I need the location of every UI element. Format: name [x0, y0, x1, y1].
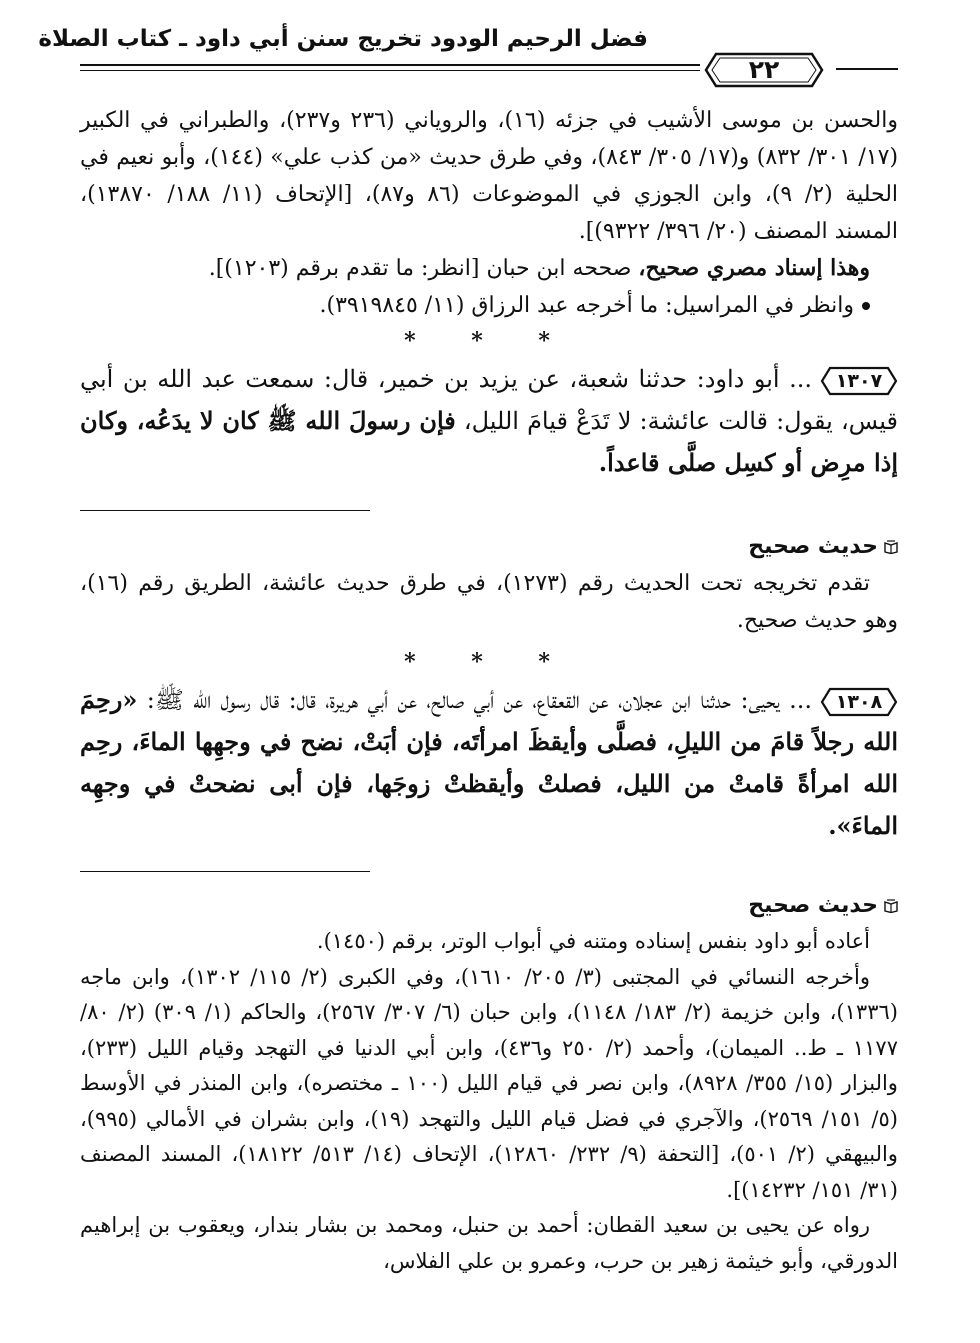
narrators-paragraph: رواه عن يحيى بن سعيد القطان: أحمد بن حنبل، ومحمد بن بشار بندار، ويعقوب بن إبراهيم الدورقي، وأبو خيثمة زهير بن حرب، وعمرو بن علي الفلاس، [80, 1213, 898, 1273]
hadith-matn: «رحِمَ الله رجلاً قامَ من الليلِ، فصلَّى وأيقظَ امرأتَه، فإن أبَتْ، نضح في وجهِها الماءَ، رحِم الله امرأةً قامتْ من الليل، فصلتْ وأيقظتْ زوجَها، فإن أبى نضحتْ في وجهِه الماءَ». [80, 685, 899, 840]
hadith-number: ١٣٠٨ [835, 690, 883, 713]
grade-heading [80, 529, 898, 565]
page-number-badge [702, 50, 826, 90]
takhrij-paragraph: وأخرجه النسائي في المجتبى (٣/ ٢٠٥/ ١٦١٠)، وفي الكبرى (٢/ ١١٥/ ١٣٠٢)، وابن ماجه (١٣٣٦)، وابن خزيمة (٢/ ١٨٣/ ١١٤٨)، وابن حبان (٦/ ٣٠٧/ ٢٥٦٧)، والحاكم (١/ ٣٠٩) (٢/ ٨٠/ ١١٧٧ ـ ط.. الميمان)، وأحمد (٢/ ٢٥٠ و٤٣٦)، وابن أبي الدنيا في التهجد وقيام الليل (٢٣٣)، والبزار (١٥/ ٣٥٥/ ٨٩٢٨)، وابن نصر في قيام الليل (١٠٠ ـ مختصره)، وابن المنذر في الأوسط (٥/ ١٥١/ ٢٥٦٩)، والآجري في فضل قيام الليل والتهجد (١٩)، وابن بشران في الأمالي (٩٩٥)، والبيهقي (٢/ ٥٠١)، [التحفة (٩/ ٢٣٢/ ١٢٨٦٠)، الإتحاف (١٤/ ٥١٣/ ١٨١٢٢)، المسند المصنف (٣١/ ١٥١/ ١٤٢٣٢)]. [80, 964, 898, 1202]
page-content [80, 102, 898, 1279]
hadith-text: ... أبو داود: حدثنا شعبة، عن يزيد بن خمير، قال: سمعت عبد الله بن أبي قيس، يقول: قالت عائشة: لا تَدَعْ قيامَ الليل، [80, 365, 898, 435]
hadith-number: ١٣٠٧ [835, 369, 883, 392]
page-number: ٢٢ [748, 55, 780, 84]
bullet-icon [862, 302, 870, 310]
isnad-grade-rest: صححه ابن حبان [انظر: ما تقدم برقم (١٢٠٣)]. [208, 256, 639, 281]
repeat-note: أعاده أبو داود بنفس إسناده ومتنه في أبواب الوتر، برقم (١٤٥٠). [316, 929, 870, 953]
running-title: فضل الرحيم الودود تخريج سنن أبي داود ـ كتاب الصلاة [38, 26, 648, 52]
hadith-number-badge [820, 365, 898, 397]
grade-heading [80, 888, 898, 924]
book-page [38, 18, 899, 1328]
see-also-paragraph [80, 287, 898, 324]
isnad-grade-paragraph [80, 250, 898, 287]
book-icon [884, 540, 898, 554]
grade-heading-text: حديث صحيح [748, 534, 878, 559]
hadith-matn: فإن رسولَ الله ﷺ كان لا يدَعُه، وكان إذا مرِض أو كسِل صلَّى قاعداً. [80, 406, 898, 477]
see-also-text: وانظر في المراسيل: ما أخرجه عبد الرزاق (١١/ ٣٩١٩٨٤٥). [319, 293, 854, 318]
page-header [38, 18, 898, 84]
hadith-text: ... يحيى: حدثنا ابن عجلان، عن القعقاع، عن أبي صالح، عن أبي هريرة، قال: قال رسول الله ﷺ: [137, 686, 812, 714]
hadith-1307 [80, 358, 898, 484]
grade-paragraph: تقدم تخريجه تحت الحديث رقم (١٢٧٣)، في طرق حديث عائشة، الطريق رقم (١٦)، وهو حديث صحيح. [80, 571, 898, 633]
isnad-grade-bold: وهذا إسناد مصري صحيح، [638, 255, 870, 281]
hadith-1308 [80, 679, 898, 847]
hadith-number-badge [820, 686, 898, 718]
header-rule-thin [80, 70, 700, 71]
book-icon [884, 899, 898, 913]
section-separator: * * * [404, 649, 574, 675]
header-rule-right [836, 68, 898, 70]
header-rule [80, 64, 700, 66]
grade-heading-text: حديث صحيح [748, 893, 878, 918]
intro-paragraph: والحسن بن موسى الأشيب في جزئه (١٦)، والروياني (٢٣٦ و٢٣٧)، والطبراني في الكبير (١٧/ ٣٠١/ ٨٣٢) و(١٧/ ٣٠٥/ ٨٤٣)، وفي طرق حديث «من كذب علي» (١٤٤)، وأبو نعيم في الحلية (٢/ ٩)، وابن الجوزي في الموضوعات (٨٦ و٨٧)، [الإتحاف (١١/ ١٨٨/ ١٣٨٧٠)، المسند المصنف (٢٠/ ٣٩٦/ ٩٣٢٢)]. [80, 108, 899, 244]
section-separator: * * * [404, 328, 574, 354]
